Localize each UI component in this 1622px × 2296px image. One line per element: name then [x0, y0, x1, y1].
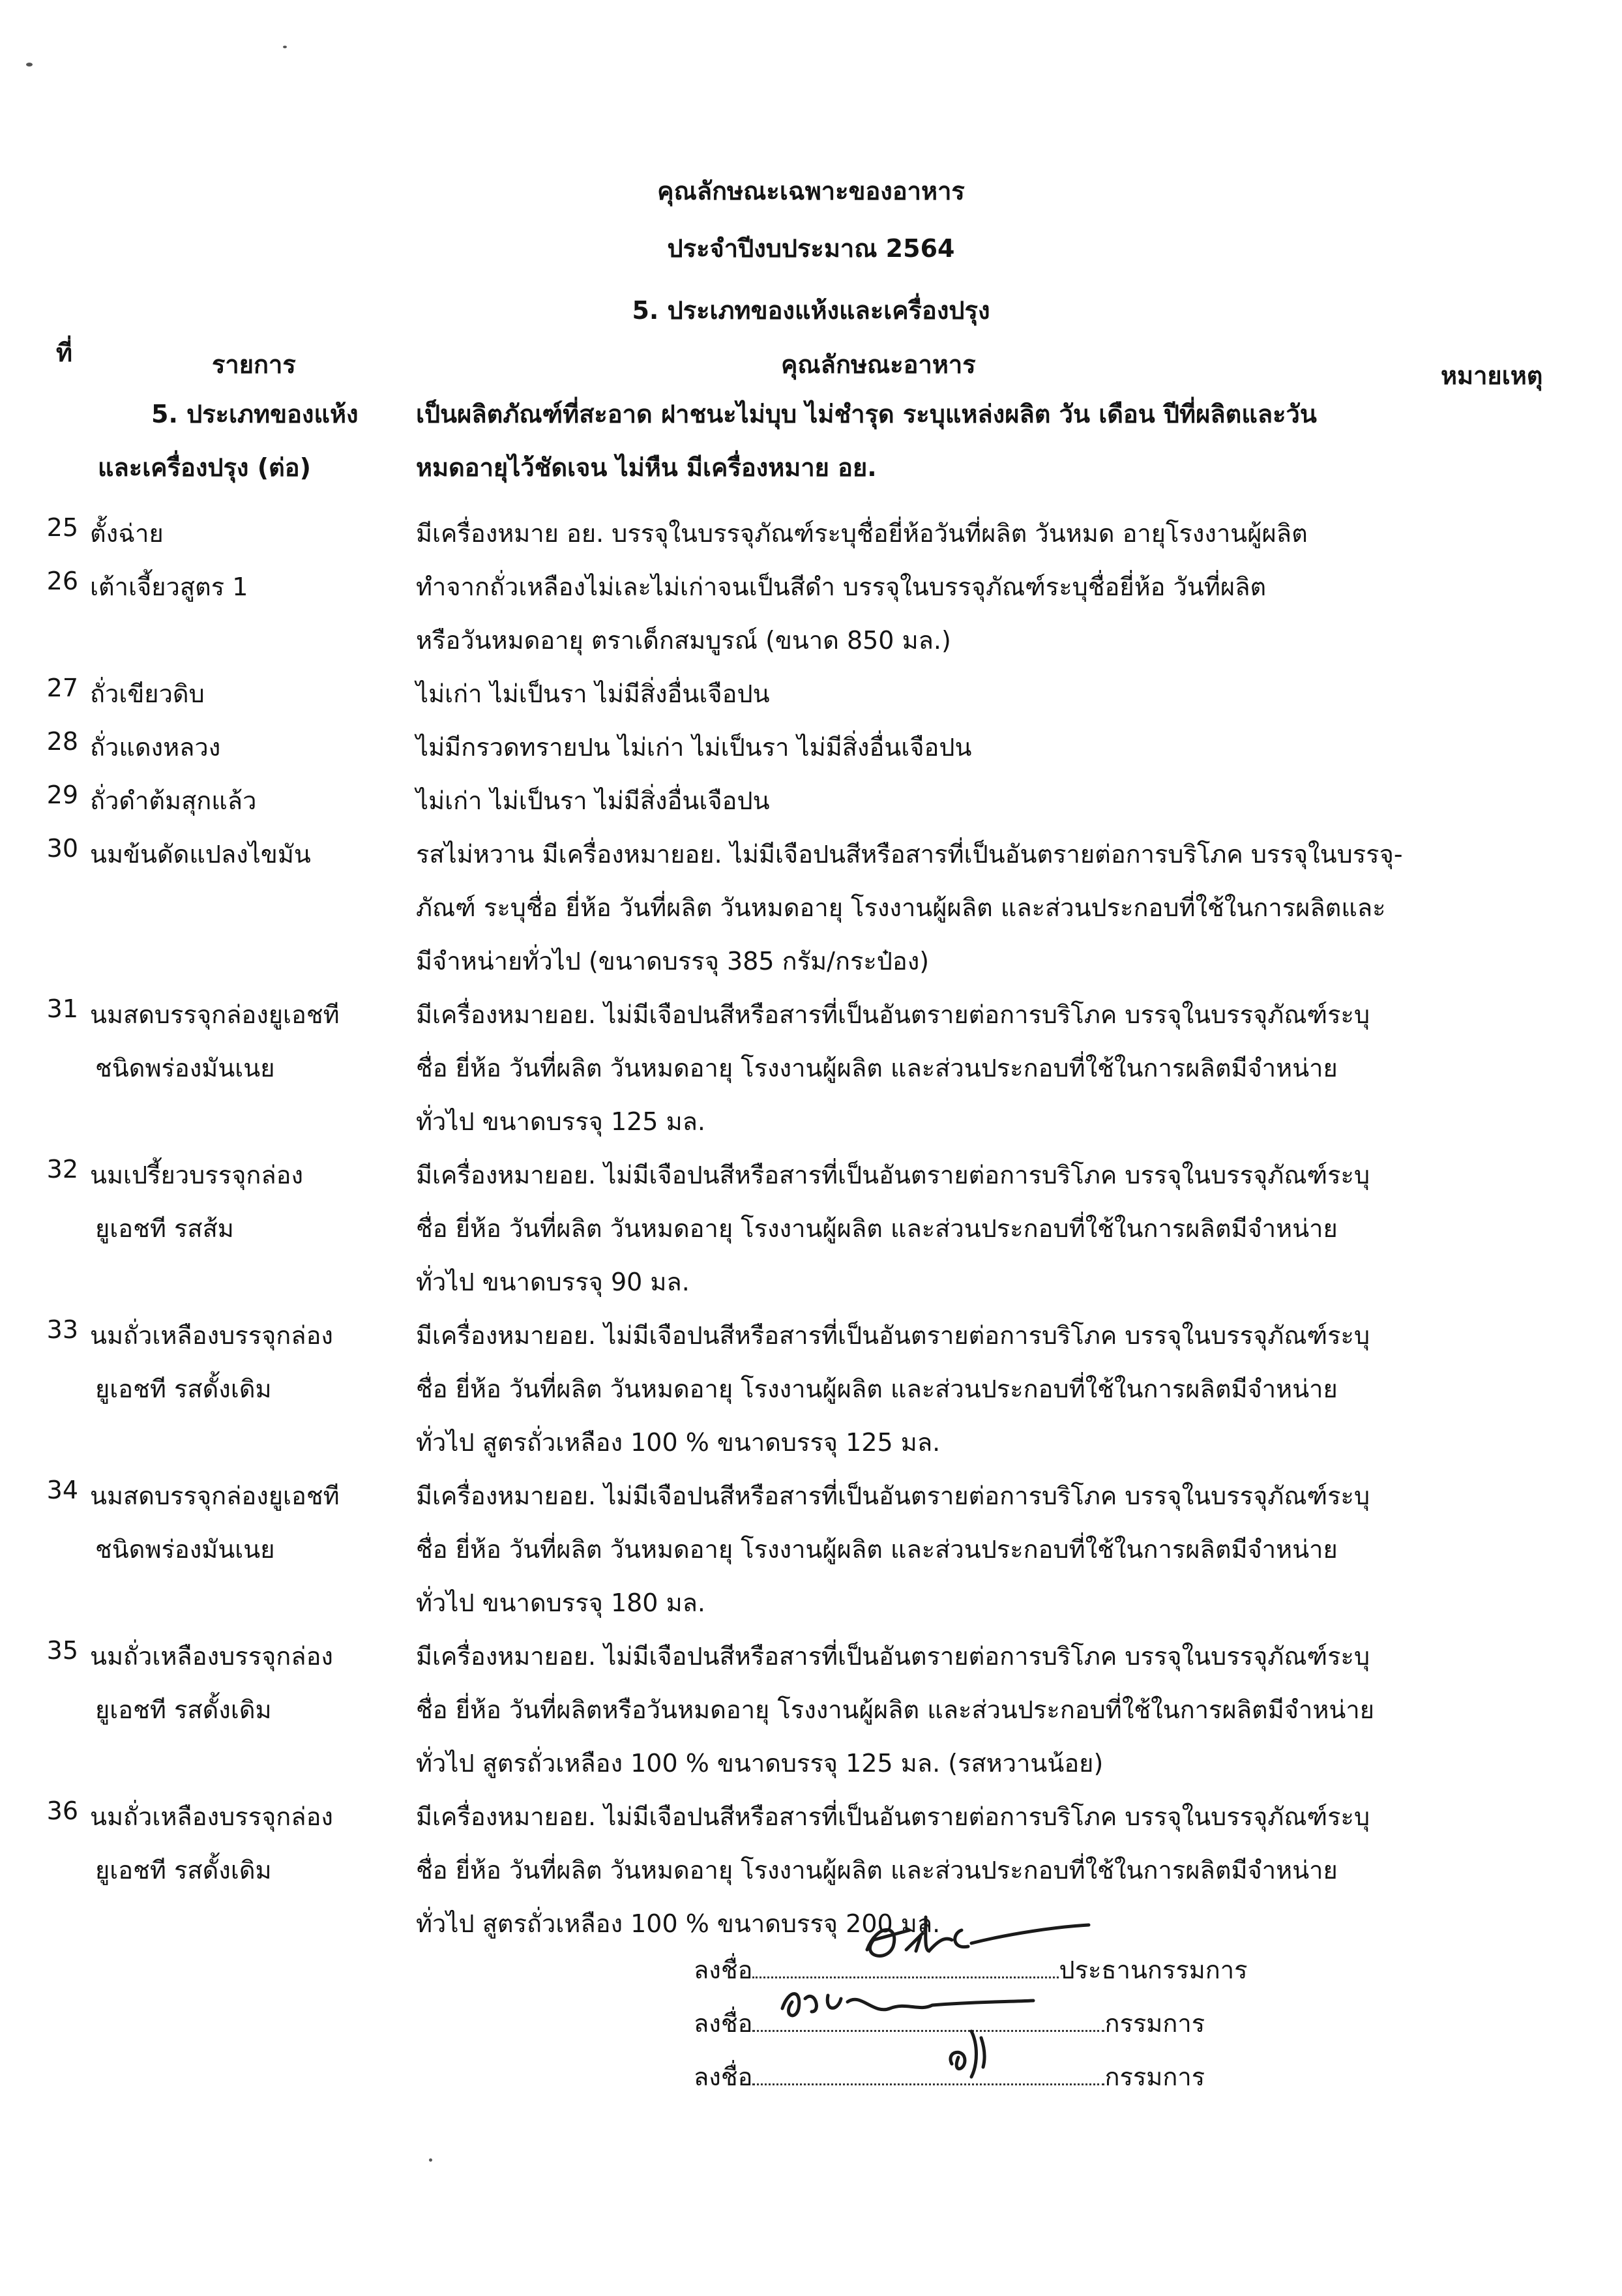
page-title-line1: คุณลักษณะเฉพาะของอาหาร	[657, 177, 965, 205]
row-item-name: ถั่วเขียวดิบ	[90, 679, 205, 708]
row-item-name: ยูเอชที รสส้ม	[95, 1214, 234, 1243]
row-spec-line: ชื่อ ยี่ห้อ วันที่ผลิต วันหมดอายุ โรงงานผู้ผลิต และส่วนประกอบที่ใช้ในการผลิตมีจำหน่าย	[416, 1214, 1338, 1243]
row-number: 36	[46, 1797, 78, 1825]
row-item-name: นมสดบรรจุกล่องยูเอชที	[90, 1000, 340, 1029]
row-spec-line: ทำจากถั่วเหลืองไม่เละไม่เก่าจนเป็นสีดำ บรรจุในบรรจุภัณฑ์ระบุชื่อยี่ห้อ วันที่ผลิต	[416, 573, 1267, 601]
row-number: 28	[46, 727, 78, 756]
row-number: 31	[46, 994, 78, 1023]
scan-speck	[429, 2158, 432, 2162]
section-name-line2: และเครื่องปรุง (ต่อ)	[98, 453, 311, 482]
row-spec-line: มีเครื่องหมายอย. ไม่มีเจือปนสีหรือสารที่เป็นอันตรายต่อการบริโภค บรรจุในบรรจุภัณฑ์ระบุ	[416, 1321, 1370, 1350]
row-spec-line: มีจำหน่ายทั่วไป (ขนาดบรรจุ 385 กรัม/กระป๋อง)	[416, 947, 930, 976]
row-item-name: นมถั่วเหลืองบรรจุกล่อง	[90, 1802, 333, 1831]
section-desc-line1: เป็นผลิตภัณฑ์ที่สะอาด ฝาชนะไม่บุบ ไม่ชำรุด ระบุแหล่งผลิต วัน เดือน ปีที่ผลิตและวัน	[416, 400, 1317, 428]
sign-label: ลงชื่อ	[694, 1956, 753, 1984]
scan-speck	[283, 46, 287, 48]
row-item-name: นมเปรี้ยวบรรจุกล่อง	[90, 1161, 304, 1189]
row-item-name: ยูเอชที รสดั้งเดิม	[95, 1375, 272, 1403]
row-spec-line: ไม่เก่า ไม่เป็นรา ไม่มีสิ่งอื่นเจือปน	[416, 786, 770, 815]
row-item-name: นมสดบรรจุกล่องยูเอชที	[90, 1482, 340, 1510]
row-spec-line: ทั่วไป ขนาดบรรจุ 90 มล.	[416, 1268, 690, 1296]
row-spec-line: ชื่อ ยี่ห้อ วันที่ผลิต วันหมดอายุ โรงงานผู้ผลิต และส่วนประกอบที่ใช้ในการผลิตมีจำหน่าย	[416, 1535, 1338, 1564]
row-item-name: ชนิดพร่องมันเนย	[95, 1054, 275, 1082]
row-item-name: นมถั่วเหลืองบรรจุกล่อง	[90, 1321, 333, 1350]
handwritten-signature-1	[848, 1911, 1095, 1969]
row-spec-line: ไม่เก่า ไม่เป็นรา ไม่มีสิ่งอื่นเจือปน	[416, 679, 770, 708]
row-item-name: เต้าเจี้ยวสูตร 1	[90, 573, 248, 601]
row-number: 29	[46, 781, 78, 809]
row-item-name: นมข้นดัดแปลงไขมัน	[90, 840, 311, 869]
section-name-line1: 5. ประเภทของแห้ง	[151, 400, 359, 428]
column-header-no: ที่	[56, 338, 73, 367]
signature-role: กรรมการ	[1104, 2009, 1205, 2038]
page-title-line3: 5. ประเภทของแห้งและเครื่องปรุง	[632, 296, 990, 325]
row-item-name: นมถั่วเหลืองบรรจุกล่อง	[90, 1642, 333, 1671]
row-spec-line: มีเครื่องหมาย อย. บรรจุในบรรจุภัณฑ์ระบุชื่อยี่ห้อวันที่ผลิต วันหมด อายุโรงงานผู้ผลิต	[416, 519, 1308, 548]
row-number: 30	[46, 834, 78, 863]
row-spec-line: ไม่มีกรวดทรายปน ไม่เก่า ไม่เป็นรา ไม่มีสิ่งอื่นเจือปน	[416, 733, 972, 762]
row-spec-line: มีเครื่องหมายอย. ไม่มีเจือปนสีหรือสารที่เป็นอันตรายต่อการบริโภค บรรจุในบรรจุภัณฑ์ระบุ	[416, 1642, 1370, 1671]
row-spec-line: มีเครื่องหมายอย. ไม่มีเจือปนสีหรือสารที่เป็นอันตรายต่อการบริโภค บรรจุในบรรจุภัณฑ์ระบุ	[416, 1802, 1370, 1831]
column-header-remark: หมายเหตุ	[1441, 361, 1543, 390]
row-spec-line: มีเครื่องหมายอย. ไม่มีเจือปนสีหรือสารที่เป็นอันตรายต่อการบริโภค บรรจุในบรรจุภัณฑ์ระบุ	[416, 1482, 1370, 1510]
row-spec-line: ทั่วไป สูตรถั่วเหลือง 100 % ขนาดบรรจุ 200 มล.	[416, 1909, 941, 1938]
section-desc-line2: หมดอายุไว้ชัดเจน ไม่หืน มีเครื่องหมาย อย.	[416, 453, 877, 482]
row-spec-line: ภัณฑ์ ระบุชื่อ ยี่ห้อ วันที่ผลิต วันหมดอายุ โรงงานผู้ผลิต และส่วนประกอบที่ใช้ในการผลิตและ	[416, 893, 1386, 922]
scan-speck	[26, 63, 33, 67]
row-spec-line: ชื่อ ยี่ห้อ วันที่ผลิตหรือวันหมดอายุ โรงงานผู้ผลิต และส่วนประกอบที่ใช้ในการผลิตมีจำหน่าย	[416, 1695, 1374, 1724]
row-item-name: ยูเอชที รสดั้งเดิม	[95, 1695, 272, 1724]
row-spec-line: ชื่อ ยี่ห้อ วันที่ผลิต วันหมดอายุ โรงงานผู้ผลิต และส่วนประกอบที่ใช้ในการผลิตมีจำหน่าย	[416, 1054, 1338, 1082]
signature-role: ประธานกรรมการ	[1059, 1956, 1248, 1984]
row-spec-line: ทั่วไป ขนาดบรรจุ 125 มล.	[416, 1107, 705, 1136]
sign-label: ลงชื่อ	[694, 2063, 753, 2091]
row-number: 26	[46, 567, 78, 595]
row-number: 32	[46, 1155, 78, 1184]
row-number: 34	[46, 1476, 78, 1504]
row-number: 35	[46, 1636, 78, 1665]
page-title-line2: ประจำปีงบประมาณ 2564	[667, 234, 955, 263]
row-spec-line: ชื่อ ยี่ห้อ วันที่ผลิต วันหมดอายุ โรงงานผู้ผลิต และส่วนประกอบที่ใช้ในการผลิตมีจำหน่าย	[416, 1856, 1338, 1885]
row-item-name: ถั่วดำต้มสุกแล้ว	[90, 786, 257, 815]
row-spec-line: ชื่อ ยี่ห้อ วันที่ผลิต วันหมดอายุ โรงงานผู้ผลิต และส่วนประกอบที่ใช้ในการผลิตมีจำหน่าย	[416, 1375, 1338, 1403]
row-spec-line: มีเครื่องหมายอย. ไม่มีเจือปนสีหรือสารที่เป็นอันตรายต่อการบริโภค บรรจุในบรรจุภัณฑ์ระบุ	[416, 1161, 1370, 1189]
row-spec-line: มีเครื่องหมายอย. ไม่มีเจือปนสีหรือสารที่เป็นอันตรายต่อการบริโภค บรรจุในบรรจุภัณฑ์ระบุ	[416, 1000, 1370, 1029]
row-spec-line: หรือวันหมดอายุ ตราเด็กสมบูรณ์ (ขนาด 850 มล.)	[416, 626, 951, 655]
signature-role: กรรมการ	[1104, 2063, 1205, 2091]
column-header-item: รายการ	[212, 350, 296, 379]
row-spec-line: ทั่วไป ขนาดบรรจุ 180 มล.	[416, 1588, 705, 1617]
row-number: 25	[46, 513, 78, 542]
row-spec-line: ทั่วไป สูตรถั่วเหลือง 100 % ขนาดบรรจุ 125 มล.	[416, 1428, 941, 1457]
row-spec-line: ทั่วไป สูตรถั่วเหลือง 100 % ขนาดบรรจุ 125 มล. (รสหวานน้อย)	[416, 1749, 1104, 1778]
row-item-name: ถั่วแดงหลวง	[90, 733, 221, 762]
sign-label: ลงชื่อ	[694, 2009, 753, 2038]
row-item-name: ยูเอชที รสดั้งเดิม	[95, 1856, 272, 1885]
row-number: 33	[46, 1315, 78, 1344]
row-spec-line: รสไม่หวาน มีเครื่องหมายอย. ไม่มีเจือปนสีหรือสารที่เป็นอันตรายต่อการบริโภค บรรจุในบรรจุ-	[416, 840, 1403, 869]
column-header-spec: คุณลักษณะอาหาร	[781, 350, 976, 379]
row-item-name: ตั้งฉ่าย	[90, 519, 164, 548]
handwritten-signature-3	[932, 2018, 1063, 2090]
row-number: 27	[46, 674, 78, 702]
row-item-name: ชนิดพร่องมันเนย	[95, 1535, 275, 1564]
